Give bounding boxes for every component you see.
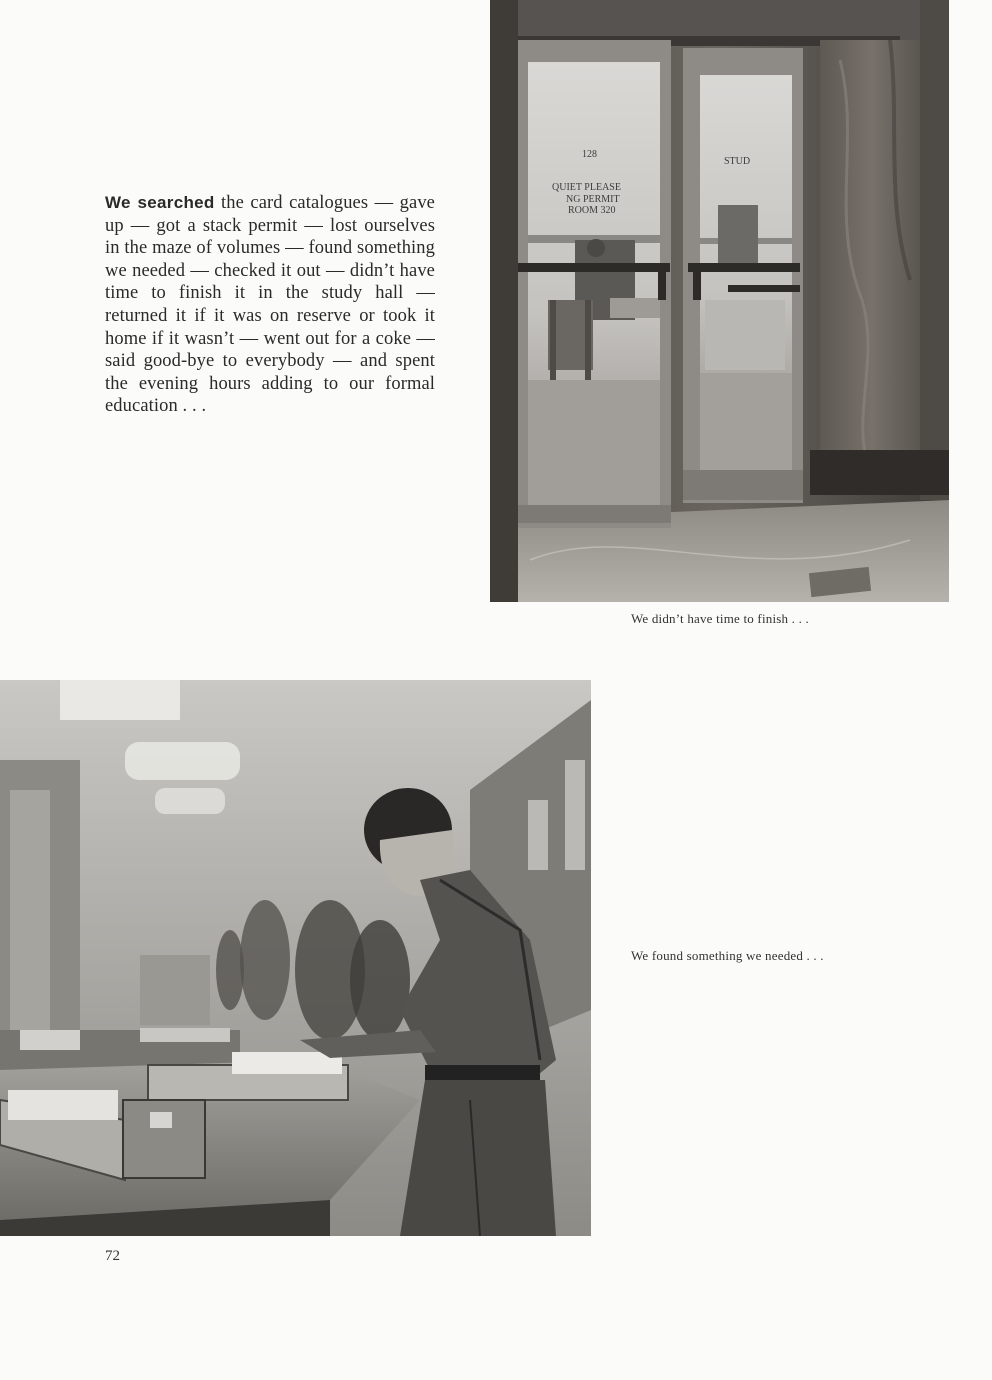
door-sign-number: 128 [582, 149, 597, 160]
card-catalogue-photo [0, 680, 591, 1236]
door-sign-line3: ROOM 320 [568, 205, 616, 216]
door-sign-right: STUD [724, 156, 751, 167]
door-sign-line1: QUIET PLEASE [552, 182, 621, 193]
intro-lead: We searched [105, 193, 215, 212]
intro-body: the card catalogues — gave up — got a stack permit — lost ourselves in the maze of volumes — found something we needed — checked it out — didn’t have time to finish it in the study hall — returned it if it was on reserve or took it home if it wasn’t — went out for a coke — said good-bye to everybody — and spent the evening hours adding to our formal education . . . [105, 193, 435, 417]
library-door-photo [490, 0, 949, 602]
card-photo-caption: We found something we needed . . . [631, 948, 824, 963]
intro-paragraph [105, 192, 435, 418]
door-sign-line2: NG PERMIT [566, 194, 620, 205]
door-photo-caption: We didn’t have time to finish . . . [631, 611, 809, 626]
page-number: 72 [105, 1248, 120, 1264]
